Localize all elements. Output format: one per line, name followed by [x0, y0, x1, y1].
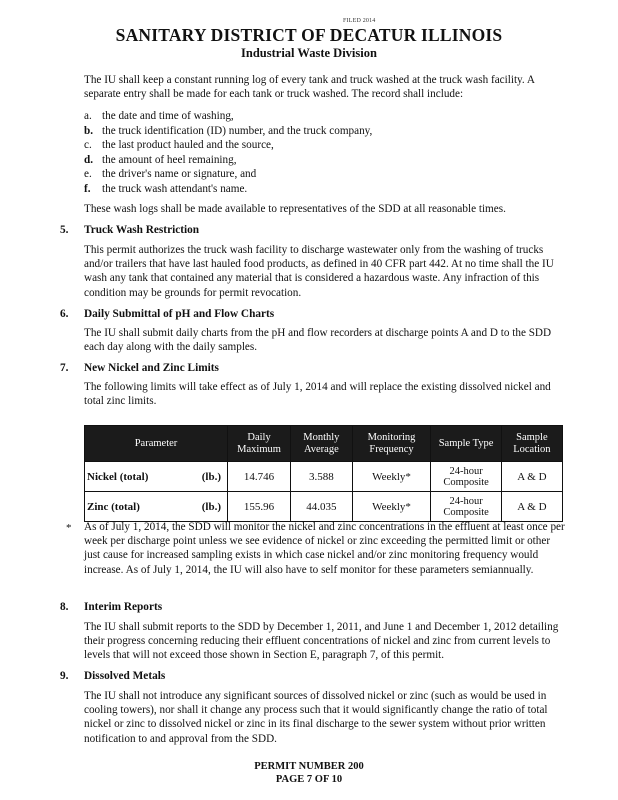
wash-log-closing: These wash logs shall be made available to representatives of the SDD at all reasonable times.: [84, 203, 506, 215]
header-monthly-average: Monthly Average: [291, 426, 353, 462]
record-items-list: [84, 109, 564, 197]
cell-unit: (lb.): [185, 492, 228, 522]
section-9-heading: 9. Dissolved Metals: [60, 670, 166, 682]
cell-monthly: 3.588: [291, 462, 353, 492]
list-item: c. the last product hauled and the source,: [84, 139, 274, 152]
page-number: PAGE 7 OF 10: [275, 774, 343, 785]
section-5-heading: 5. Truck Wash Restriction: [60, 224, 200, 236]
cell-parameter: Nickel (total): [85, 462, 186, 492]
section-9-body: The IU shall not introduce any significant sources of dissolved nickel or zinc (such as would be used in cooling towers), nor shall it change any process such that it would significantly change the ratio of total nickel or zinc to dissolved nickel or zinc in its final discharge to the sewer system without prior written notification to and approval from the SDD.: [84, 690, 548, 745]
permit-number: PERMIT NUMBER 200: [254, 761, 364, 772]
cell-frequency: Weekly*: [352, 462, 431, 492]
document-title: SANITARY DISTRICT OF DECATUR ILLINOIS: [115, 25, 503, 45]
cell-unit: (lb.): [185, 462, 228, 492]
section-5-body: This permit authorizes the truck wash facility to discharge wastewater only from the washing of trucks and/or trailers that have last hauled food products, as defined in 40 CFR part 442. At no time shall the IU wash any tank that contained any material that is considered a hazardous waste. Any infraction of this condition may be grounds for permit revocation.: [84, 244, 554, 299]
cell-sample-type: 24-hour Composite: [431, 462, 501, 492]
filed-stamp: FILED 2014: [343, 18, 376, 24]
list-item: b. the truck identification (ID) number, and the truck company,: [84, 124, 373, 137]
table-row: [85, 492, 563, 522]
header-sample-location: Sample Location: [501, 426, 562, 462]
header-parameter: Parameter: [85, 426, 228, 462]
cell-location: A & D: [501, 462, 562, 492]
section-8-body: The IU shall submit reports to the SDD by December 1, 2011, and June 1 and December 1, 2012 detailing their progress concerning reducing their effluent concentrations of nickel and zinc from current levels to levels that will not exceed those shown in Section E, paragraph 7, of this permit.: [84, 621, 559, 662]
list-item: e. the driver's name or signature, and: [84, 168, 257, 181]
cell-sample-type: 24-hour Composite: [431, 492, 501, 522]
section-7-body: The following limits will take effect as of July 1, 2014 and will replace the existing dissolved nickel and total zinc limits.: [84, 381, 551, 408]
table-header-row: [85, 426, 563, 462]
intro-paragraph: The IU shall keep a constant running log of every tank and truck washed at the truck wash facility. A separate entry shall be made for each tank or truck washed. The record shall include:: [84, 74, 535, 101]
limits-table: [84, 425, 563, 522]
footnote-text: As of July 1, 2014, the SDD will monitor the nickel and zinc concentrations in the effluent at least once per week per discharge point unless we see evidence of nickel or zinc exceeding the permitted limit or other just cause for increased sampling exists in which case nickel and/or zinc monitoring frequency would increase. As of July 1, 2014, the IU will also have to self monitor for these parameters semiannually.: [84, 521, 565, 576]
header-sample-type: Sample Type: [431, 426, 501, 462]
section-7-heading: 7. New Nickel and Zinc Limits: [60, 362, 219, 374]
section-6-heading: 6. Daily Submittal of pH and Flow Charts: [60, 308, 275, 320]
list-item: a. the date and time of washing,: [84, 110, 234, 122]
footnote-marker: *: [66, 522, 72, 534]
table-row: [85, 462, 563, 492]
division-title: Industrial Waste Division: [241, 46, 377, 60]
header-monitoring-frequency: Monitoring Frequency: [352, 426, 431, 462]
section-8-heading: 8. Interim Reports: [60, 601, 163, 613]
cell-location: A & D: [501, 492, 562, 522]
cell-frequency: Weekly*: [352, 492, 431, 522]
list-item: f. the truck wash attendant's name.: [84, 182, 248, 195]
cell-parameter: Zinc (total): [85, 492, 186, 522]
header-daily-maximum: Daily Maximum: [228, 426, 291, 462]
section-6-body: The IU shall submit daily charts from the pH and flow recorders at discharge points A and D to the SDD each day along with the daily samples.: [84, 327, 552, 354]
cell-daily: 155.96: [228, 492, 291, 522]
cell-daily: 14.746: [228, 462, 291, 492]
list-item: d. the amount of heel remaining,: [84, 153, 237, 166]
cell-monthly: 44.035: [291, 492, 353, 522]
